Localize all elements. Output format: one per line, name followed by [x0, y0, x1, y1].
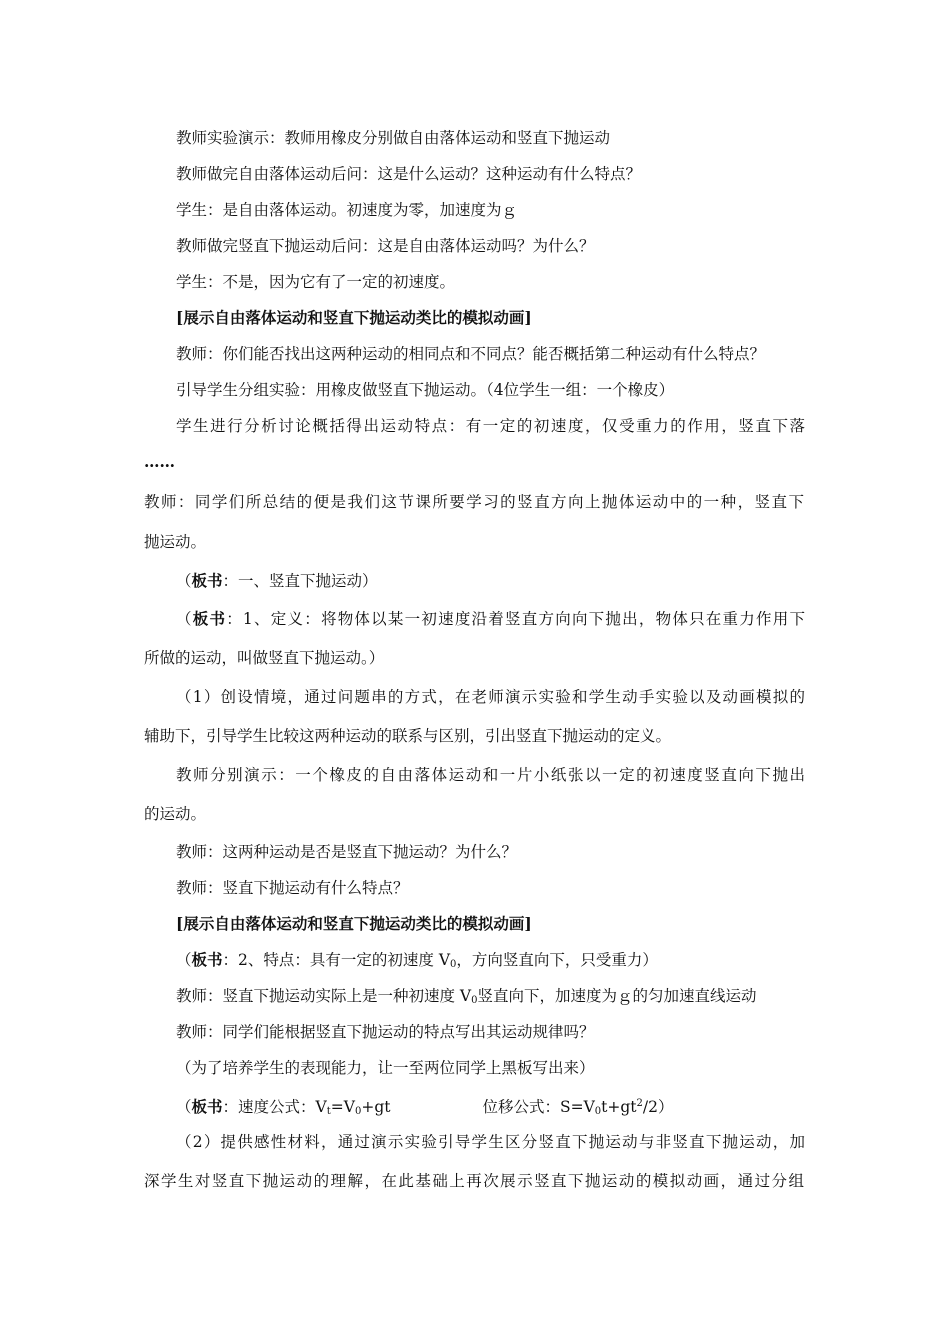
velocity-formula-label: ：速度公式：V	[222, 1098, 327, 1116]
formula-text: /2）	[642, 1098, 674, 1116]
paragraph-line: 辅助下，引导学生比较这两种运动的联系与区别，引出竖直下抛运动的定义。	[144, 727, 672, 745]
board-label: 板书	[191, 1097, 223, 1116]
formula-text: =V	[330, 1098, 355, 1116]
paragraph-line: （1）创设情境，通过问题串的方式，在老师演示实验和学生动手实验以及动画模拟的	[176, 688, 805, 706]
board-text: ：2、特点：具有一定的初速度 V	[222, 951, 451, 969]
paragraph-line: 教师：竖直下抛运动有什么特点？	[176, 879, 409, 897]
paragraph-line: ……	[144, 452, 175, 471]
section-heading: [展示自由落体运动和竖直下抛运动类比的模拟动画]	[176, 914, 532, 933]
paragraph-line: 学生：是自由落体运动。初速度为零，加速度为ｇ	[176, 201, 518, 219]
board-note-line	[176, 609, 805, 629]
board-label: 板书	[192, 609, 227, 628]
paragraph-line: 教师：同学们所总结的便是我们这节课所要学习的竖直方向上抛体运动中的一种，竖直下	[144, 493, 804, 511]
paragraph-line: 学生：不是，因为它有了一定的初速度。	[176, 273, 456, 291]
paragraph-line: 教师分别演示：一个橡皮的自由落体运动和一片小纸张以一定的初速度竖直向下抛出	[176, 766, 805, 784]
board-note-line	[176, 571, 378, 591]
subscript: 0	[354, 1106, 362, 1117]
text: 教师：竖直下抛运动实际上是一种初速度 V	[176, 987, 472, 1005]
paragraph-line: （为了培养学生的表现能力，让一至两位同学上黑板写出来）	[176, 1059, 595, 1077]
superscript: 2	[636, 1098, 643, 1109]
paragraph-line: 所做的运动，叫做竖直下抛运动。）	[144, 649, 385, 667]
paragraph-line: 深学生对竖直下抛运动的理解，在此基础上再次展示竖直下抛运动的模拟动画，通过分组	[144, 1172, 804, 1190]
paragraph-line: 学生进行分析讨论概括得出运动特点：有一定的初速度，仅受重力的作用，竖直下落	[176, 417, 805, 435]
paragraph-line: 教师实验演示：教师用橡皮分别做自由落体运动和竖直下抛运动	[176, 129, 611, 147]
subscript: 0	[594, 1106, 602, 1117]
subscript: 0	[450, 959, 457, 970]
section-heading: [展示自由落体运动和竖直下抛运动类比的模拟动画]	[176, 308, 532, 327]
formula-text: +gt	[361, 1098, 391, 1116]
bracket: （	[176, 610, 193, 628]
paragraph-line: 的运动。	[144, 805, 207, 823]
board-text: ，方向竖直向下，只受重力）	[456, 951, 658, 969]
paragraph-line: 教师：同学们能根据竖直下抛运动的特点写出其运动规律吗？	[176, 1023, 595, 1041]
displacement-formula-label: 位移公式：S=V	[482, 1098, 595, 1116]
paragraph-line: 教师：你们能否找出这两种运动的相同点和不同点？能否概括第二种运动有什么特点？	[176, 345, 766, 363]
subscript: t	[326, 1106, 331, 1117]
text: 竖直向下，加速度为ｇ的匀加速直线运动	[477, 987, 757, 1005]
paragraph-line: 引导学生分组实验：用橡皮做竖直下抛运动。（4位学生一组：一个橡皮）	[176, 381, 675, 399]
board-label: 板书	[191, 571, 223, 590]
paragraph-line: 教师做完自由落体运动后问：这是什么运动？这种运动有什么特点？	[176, 165, 642, 183]
paragraph-line: （2）提供感性材料，通过演示实验引导学生区分竖直下抛运动与非竖直下抛运动，加	[176, 1133, 805, 1151]
paragraph-line: 抛运动。	[144, 533, 207, 551]
paragraph-line: 教师：这两种运动是否是竖直下抛运动？为什么？	[176, 843, 518, 861]
paragraph-line	[176, 986, 757, 1011]
formula-text: t+gt	[601, 1098, 637, 1116]
bracket: （	[176, 1098, 192, 1116]
board-text: ：1、定义：将物体以某一初速度沿着竖直方向向下抛出，物体只在重力作用下	[226, 610, 805, 628]
board-label: 板书	[191, 950, 223, 969]
subscript: 0	[471, 995, 478, 1006]
bracket: （	[176, 951, 192, 969]
bracket: （	[176, 572, 192, 590]
board-note-line	[176, 950, 658, 975]
paragraph-line: 教师做完竖直下抛运动后问：这是自由落体运动吗？为什么？	[176, 237, 595, 255]
board-text: ：一、竖直下抛运动）	[222, 572, 378, 590]
formula-line	[176, 1094, 674, 1122]
